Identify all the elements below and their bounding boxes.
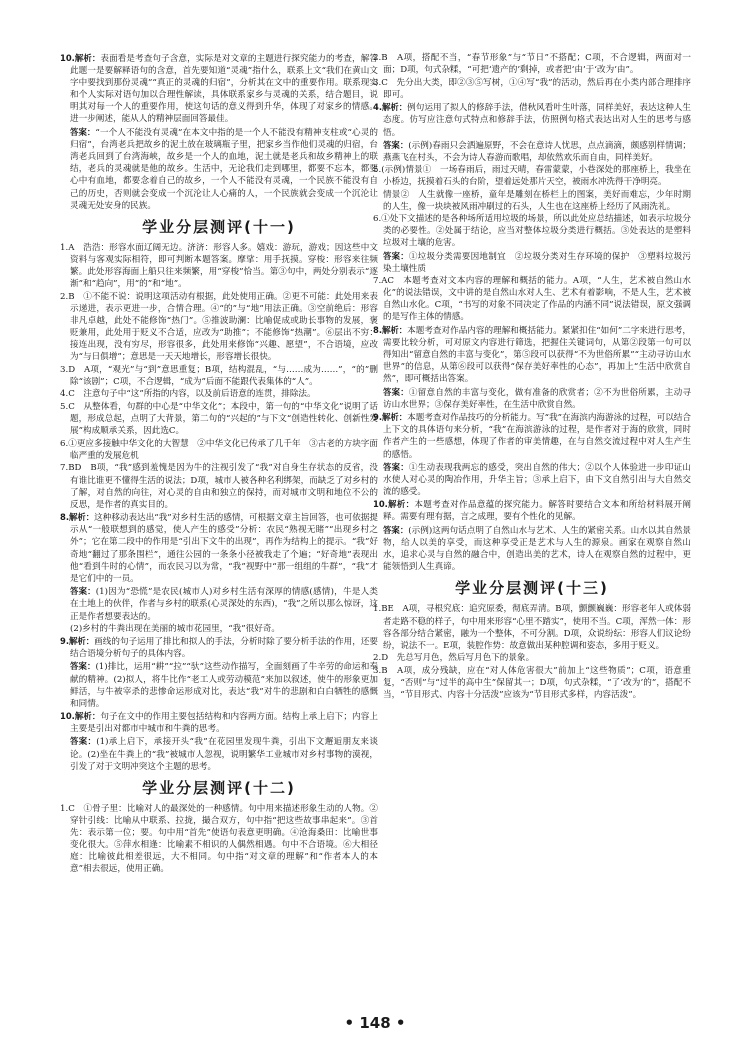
item-text: 画线的句子运用了排比和拟人的手法，分析时除了要分析手法的作用，还要结合语境分析句子的具体内容。 [70, 636, 378, 659]
answer-label: 答案： [383, 525, 409, 536]
section-title-11: 学业分层测评(十一) [142, 217, 296, 236]
answer-content: (1)排比，运用“耕”“拉”“驮”这些动作描写，全面刻画了牛辛劳的命运和奉献的精神。(2)拟人，将牛比作“老工人或劳动模范”来加以叙述，使牛的形象更加鲜活，与牛被宰杀的悲惨命运形成对比，表达“我”对牛的悲剧和白白牺牲的感慨和同情。 [70, 662, 378, 709]
page-number: • 148 • [344, 1014, 406, 1032]
section-title-12: 学业分层测评(十二) [142, 778, 296, 797]
item-label: 10.解析： [60, 710, 101, 721]
answer-content: “一个人不能没有灵魂”在本文中指的是一个人不能没有精神支柱或“心灵的归宿”，台湾老兵把故乡的泥土放在玻璃瓶子里，把家乡当作他们灵魂的归宿，台湾老兵回到了台湾海峡，故乡是一个人的血地，泥土就是老兵和故乡精神上的联结，老兵的灵魂就是他的故乡。生活中，无论我们走到哪里，都要不忘本，都要心中有血地，都要念着自己的故乡，一个人不能没有灵魂，一个民族不能没有自己的历史，否则就会变成一个沉沦让人心痛的人，一个民族就会变成一个沉沦让灵魂无处安身的民族。 [70, 128, 379, 211]
item-label: 9.解析： [60, 635, 95, 646]
answer-label: 答案： [383, 140, 409, 151]
item-label: 9.解析： [373, 412, 408, 423]
answer-item: 6.①处下文描述的是各种场所适用垃圾的场景，所以此处应总结描述，如表示垃圾分类的必要性。②处属于结论，应当对整体垃圾分类进行概括。③处表达的是塑料垃圾对土壤的危害。 [373, 214, 691, 249]
item-text: 句子在文中的作用主要包括结构和内容两方面。结构上承上启下；内容上主要是引出对都市中城市和牛粪的思考。 [70, 711, 378, 734]
answer-text: 情景② 人生就像一座桥，童年是雕刻在桥栏上的图案，美好而难忘，少年时期的人生，像一块块被风雨冲刷过的石头，人生也在这座桥上经历了风雨洗礼。 [383, 190, 691, 213]
answer-item [373, 101, 691, 138]
answer-item: 7.BD B项，“我”感到羞愧是因为牛的注视引发了“我”对自身生存状态的反省，没有谁比谁更不懂得生活的说法；D项，城市人被各种名利绑架，而缺乏了对乡村的了解，对自然的向往，对心灵的自由和独立的保持，而对城市文明和地位不公的反思，是作者的真实目的。 [60, 463, 378, 510]
item-text: 例句运用了拟人的修辞手法，借秋风看叶生叶落，同样美好，表达这种人生态度。仿写应注意句式特点和修辞手法，仿照例句格式表达出对人生的思考与感悟。 [383, 103, 691, 138]
answer-label: 答案： [383, 462, 409, 473]
answer-label: 答案： [383, 387, 409, 398]
answer-text [373, 524, 691, 573]
item-text: 本题考查对作品内容的理解和概括能力。紧紧扣住“如何”二字来进行思考，需要比较分析，可对原文内容进行筛选，把握住关键词句，从第②段第一句可以得知出“留意自然的丰富与变化”，第⑤段可以获得“不为世俗所累”“主动寻访山水世界”的信息，从第⑥段可以获得“保存美好率性的心态”，再加上“生活中欣赏自然”，即可概括出答案。 [383, 326, 691, 385]
right-column [373, 52, 691, 702]
answer-item [373, 498, 691, 523]
answer-content: ①垃圾分类需要因地制宜 ②垃圾分类对生存环境的保护 ③塑料垃圾污染土壤性质 [383, 252, 691, 275]
answer-item [60, 52, 378, 126]
answer-content: ①留意自然的丰富与变化，做有准备的欣赏者；②不为世俗所累，主动寻访山水世界；③保存美好率性，在生活中欣赏自然。 [383, 388, 691, 411]
answer-item: 3.B A项，成分残缺，应在“对人体危害很大”前加上“这些物质”；C项，语意重复，“否则”与“过半的高中生”保留其一；D项，句式杂糅，“了‘改为’的”，搭配不当，“节目形式、内容十分活泼”应该为“节目形式多样，内容活泼”。 [373, 665, 691, 701]
answer-item: 5.C 从整体看，句群的中心是“中华文化”；本段中，第一句的“中华文化”说明了话题，形成总起，点明了大背景，第二句的“兴起的”与下文“创造性转化、创新性发展”构成顺承关系，因此选C。 [60, 401, 378, 437]
item-label: 10.解析： [373, 499, 415, 510]
answer-text: (2)乡村的牛粪出现在美丽的城市花园里，“我”很好奇。 [70, 623, 281, 634]
left-column [60, 52, 378, 876]
answer-item: 3.C 先分出大类，即②③⑤写树，①④写“我”的活动，然后再在小类内部合理排序即可。 [373, 77, 691, 100]
answer-item: 2.D 先总写月色，然后写月色下的景象。 [373, 653, 535, 664]
answer-content: (1)因为“恐慌”是农民(城市人)对乡村生活有深厚的情感(感情)，牛是人类在土地上的伙伴，作者与乡村的联系(心灵深处的东西)，“我”之所以那么惊讶，这正是作者想要表达的。 [70, 587, 378, 622]
answer-item [373, 411, 691, 460]
answer-text [373, 386, 691, 411]
answer-text [60, 585, 378, 622]
answer-label: 答案： [70, 586, 96, 597]
answer-content: (示例)这两句话点明了自然山水与艺术、人生的紧密关系。山水以其自然景物，给人以美的享受，而这种享受正是艺术与人生的源泉。画家在观察自然山水，追求心灵与自然的融合中，创造出美的艺术，诗人在观察自然的过程中，更能领悟到人生真谛。 [383, 526, 692, 573]
answer-label: 答案： [383, 251, 409, 261]
answer-text [60, 126, 378, 212]
item-label: 8.解析： [373, 325, 408, 336]
answer-item: 5.(示例)情景① 一场春雨后，雨过天晴，春雷蒙蒙，小巷深处的那座桥上，我坐在小桥边，抚摸着石头的台阶，望着远处那片天空，被雨水冲洗得干净明亮。 [373, 165, 691, 188]
item-text: 这种移动表达出“我”对乡村生活的感情，可根据文章主旨回答，也可依据提示从“一般联想到的感觉，使人产生的感受”分析：农民“熟视无睹”“出现乡村之外”；它在第二段中的作用是“引出下文牛的出现”，再作为结构上的提示。“我”好奇地“翻过了那条围栏”，通往公园的一条条小径被我走了个遍；“好奇地”表现出他“看到牛时的心情”，而农民习以为常，“我”视野中“那一组组的牛群”，“我”才是它们中的一员。 [70, 513, 378, 584]
answer-item: 1.BE A项，寻根究底：追究原委，彻底弄清。B项，颤颤巍巍：形容老年人或体弱者走路不稳的样子，句中用来形容“心里不踏实”，使用不当。C项，浑然一体：形容各部分结合紧密，融为一个整体，不可分割。D项，众说纷纭：形容人们议论纷纷，说法不一。E项，装腔作势：故意做出某种腔调和姿态，多用于贬义。 [373, 604, 691, 651]
answer-item [60, 710, 378, 735]
answer-text [373, 250, 691, 275]
answer-item [373, 324, 691, 385]
section-title-13: 学业分层测评(十三) [455, 579, 609, 598]
item-label: 8.解析： [60, 512, 95, 523]
item-text: 本题考查对作品技巧的分析能力。写“我”在海滨内海游泳的过程，可以结合上下文的具体语句来分析，“我”在海滨游泳的过程，是作者对于海的欣赏，同时作者产生的一些感想，体现了作者的审美情趣，在与自然交流过程中对人生产生的感悟。 [383, 413, 691, 460]
answer-item: 3.D A项，“观光”与“到”意思重复；B项，结构混乱，“与……成为……”，“的”删除“该剧”；C项，不合逻辑，“成为”后面不能跟代表集体的“人”。 [60, 364, 378, 387]
answer-text [60, 660, 378, 709]
answer-label: 答案： [70, 736, 97, 747]
answer-label: 答案： [70, 661, 96, 672]
item-text: 本题考查对作品意蕴的探究能力。解答时要结合文本和所给材料展开阐释。需要有理有据，言之成理，要有个性化的见解。 [383, 500, 691, 523]
answer-content: ①生动表现我两忘的感受，突出自然的伟大；②以个人体验进一步印证山水使人对心灵的陶冶作用，升华主旨；③承上启下，由下文自然引出与大自然交流的感受。 [383, 463, 691, 498]
answer-label: 答案： [70, 127, 96, 138]
answer-content: (示例)春雨只会洒遍原野，不会在意诗人忧思，点点滴滴，颇感别样情调；燕燕飞在村头，不会为诗人春游而歌唱，却依然欢乐而自由，同样美好。 [383, 141, 692, 164]
answer-item: 1.A 浩浩：形容水面辽阔无边。济济：形容人多。嬉戏：游玩，游戏；因这些中文资料与客观实际相符，即可判断本题答案。摩挲：用手抚摸。穿梭：形容来往频繁。此处形容海面上船只往来频繁，用“穿梭”恰当。第③句中，两处分别表示“逐渐”和“趋向”，用“的”和“地”。 [60, 242, 378, 289]
answer-text [60, 735, 378, 772]
answer-item [60, 635, 378, 660]
answer-item: 2.B A项，搭配不当，“春节形象”与“节日”不搭配；C项，不合逻辑，两面对一面；D项，句式杂糅，“可把‘遗产的’剩掉，或者把‘由’于‘改为’由”。 [373, 53, 691, 76]
answer-text [373, 461, 691, 498]
item-text: 表面看是考查句子含意，实际是对文章的主题进行探究能力的考查，解答此题一是要解释语句的含意，首先要知道“灵魂”指什么，联系上文“我们在黄山文字中要找到那份灵魂”“真正的灵魂的归宿”，分析其在文中的重要作用。联系现实和个人实际对语句加以合理性解读，具体联系家乡与灵魂的关系，结合题目，说明其对每一个人的重要作用，使这句话的意义得到升华，体现了对家乡的情感。进一步阐述，能从人的精神层面回答最佳。 [70, 54, 378, 125]
answer-item: 6.①更应多接触中华文化的大智慧 ②中华文化已传承了几千年 ③古老的方块字面临严重的发展危机 [60, 438, 378, 461]
answer-text [373, 139, 691, 164]
item-label: 10.解析： [60, 53, 101, 63]
answer-item [60, 511, 378, 585]
answer-item: 4.C 注意句子中“这”所指的内容，以及前后语意的连贯，排除法。 [60, 389, 316, 400]
answer-item: 7.AC 本题考查对文本内容的理解和概括的能力。A项，“人生，艺术被自然山水化”的说法错误，文中讲的是自然山水对人生、艺术有着影响，不是人生，艺术被自然山水化。C项，“书写的对象不同决定了作品的内涵不同”说法错误，原文强调的是写作主体的情感。 [373, 276, 691, 323]
answer-content: (1)承上启下，承接开头“我”在花园里发现牛粪，引出下文邂逅朋友来谈论。(2)坐在牛粪上的“我”被城市人忽视，说明繁华工业城市对乡村事物的漠视，引发了对于文明冲突这个主题的思考。 [70, 737, 378, 772]
answer-item: 1.C ①骨子里：比喻对人的最深处的一种感情。句中用来描述形象生动的人物。②穿针引线：比喻从中联系、拉拢，撮合双方，句中指“把这些故事串起来”。③首先：表示第一位；要。句中用“首先”使语句表意更明确。④沧海桑田：比喻世事变化很大。⑤萍水相逢：比喻素不相识的人偶然相遇。句中不合语境。⑥大相径庭：比喻彼此相差很远，大不相同。句中指“对文章的理解”和“作者本人的本意”相去很远，使用正确。 [60, 803, 378, 875]
item-label: 4.解析： [373, 102, 408, 113]
answer-item: 2.B ①不能不说：说明这项活动有根据，此处使用正确。②更不可能：此处用来表示递进，表示更进一步，合情合理。④“的”与“地”用法正确。③空前绝后：形容非凡卓越，此处不能修饰“热门”。⑤推波助澜：比喻促成或助长事物的发展，褒贬兼用，此处用于贬义不合适，应改为“助推”；不能修饰“热潮”。⑥层出不穷：接连出现，没有穷尽，形容很多，此处用来修饰“兴趣、愿望”，不合语境，应改为“与日俱增”；意思是一天天地增长，形容增长很快。 [60, 291, 378, 363]
